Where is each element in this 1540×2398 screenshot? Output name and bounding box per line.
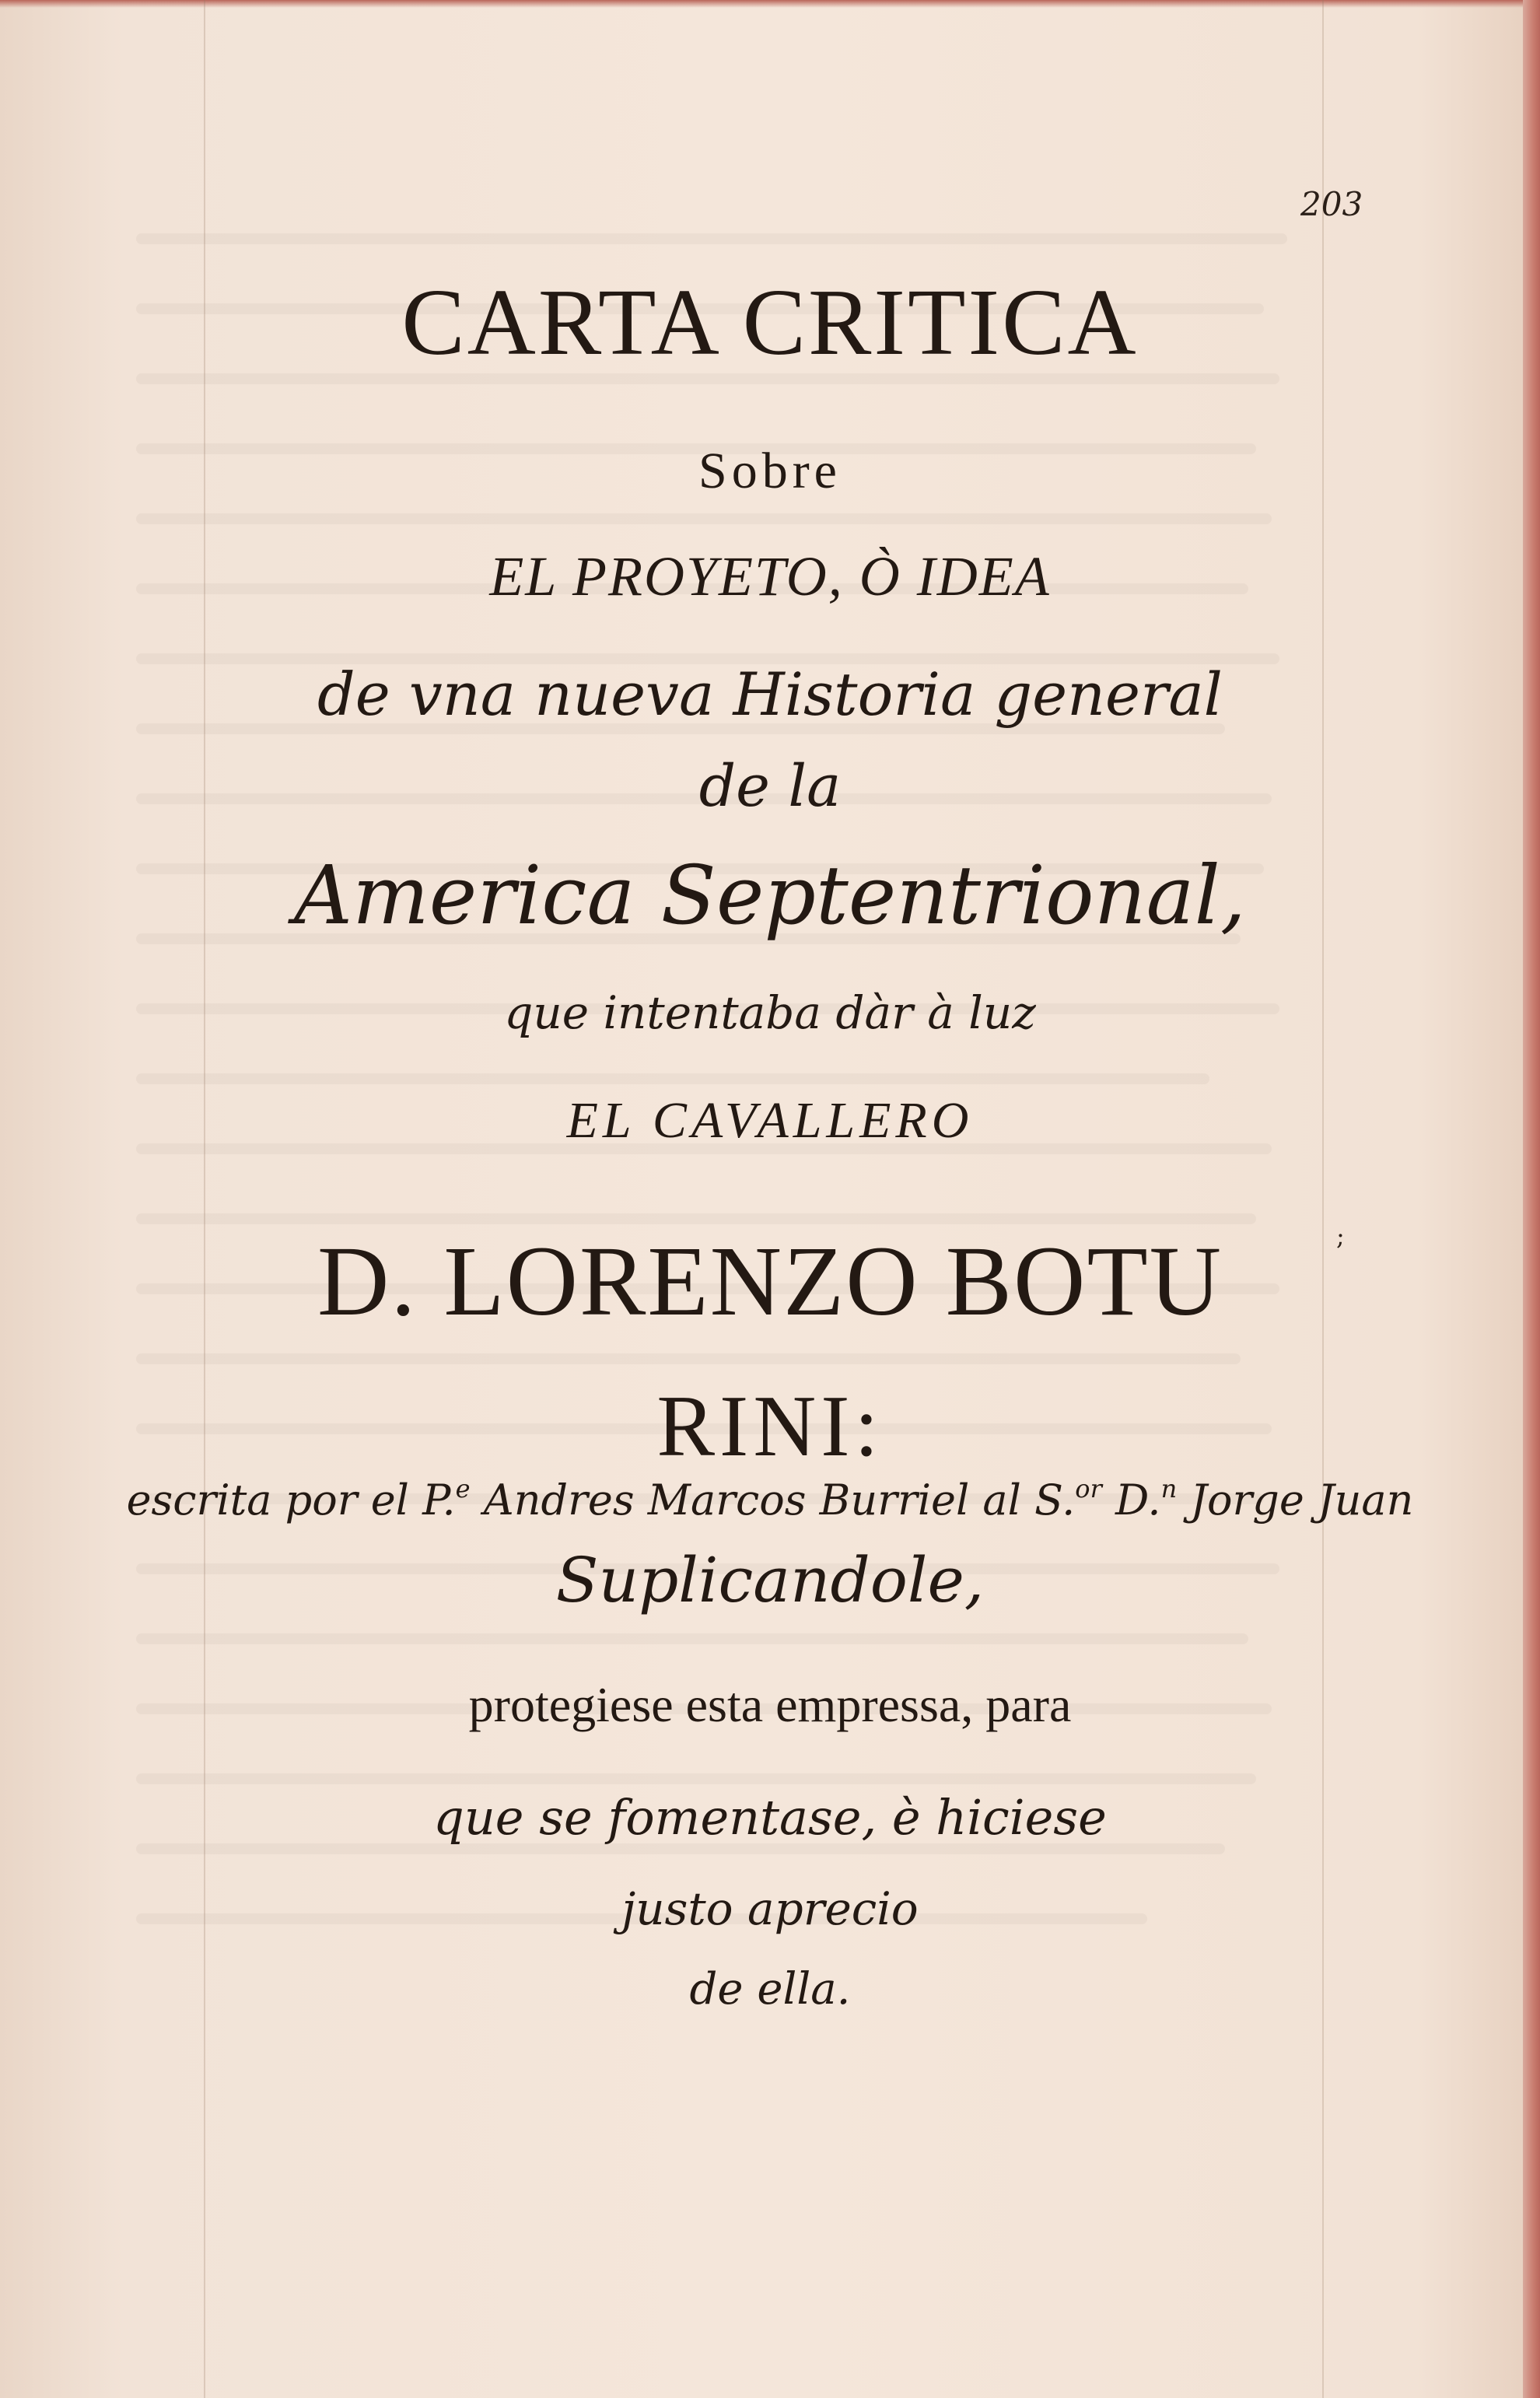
line-fomentase: que se fomentase, è hiciese: [433, 1789, 1107, 1846]
line-de-la: de la: [698, 753, 842, 820]
escrita-part-d: Jorge Juan: [1177, 1476, 1414, 1525]
title: CARTA CRITICA: [401, 270, 1139, 375]
line-escrita: [0, 1474, 1540, 1525]
page-top-edge: [0, 0, 1540, 8]
line-cavallero: EL CAVALLERO: [566, 1092, 974, 1149]
line-protegiese: protegiese esta empressa, para: [468, 1677, 1072, 1732]
line-suplicandole: Suplicandole,: [555, 1544, 985, 1616]
line-lorenzo: D. LORENZO BOTU: [317, 1226, 1223, 1336]
escrita-part-b: Andres Marcos Burriel al S.: [470, 1476, 1076, 1525]
line-justo-aprecio: justo aprecio: [621, 1882, 919, 1935]
escrita-part-a: escrita por el P.: [126, 1476, 456, 1525]
superscript-e: e: [455, 1474, 471, 1504]
line-historia: de vna nueva Historia general: [317, 660, 1223, 729]
escrita-part-c: D.: [1101, 1476, 1161, 1525]
superscript-n: n: [1160, 1474, 1178, 1504]
line-rini: RINI:: [656, 1378, 884, 1475]
subtitle-sobre: Sobre: [698, 443, 842, 499]
line-proyecto: EL PROYETO, Ò IDEA: [489, 545, 1051, 607]
line-de-ella: de ella.: [689, 1964, 851, 2015]
line-america: America Septentrional,: [294, 848, 1246, 943]
page-number: 203: [1300, 185, 1363, 223]
superscript-or: or: [1075, 1474, 1102, 1504]
margin-mark: ;: [1336, 1221, 1345, 1251]
line-intentaba: que intentaba dàr à luz: [504, 986, 1036, 1039]
